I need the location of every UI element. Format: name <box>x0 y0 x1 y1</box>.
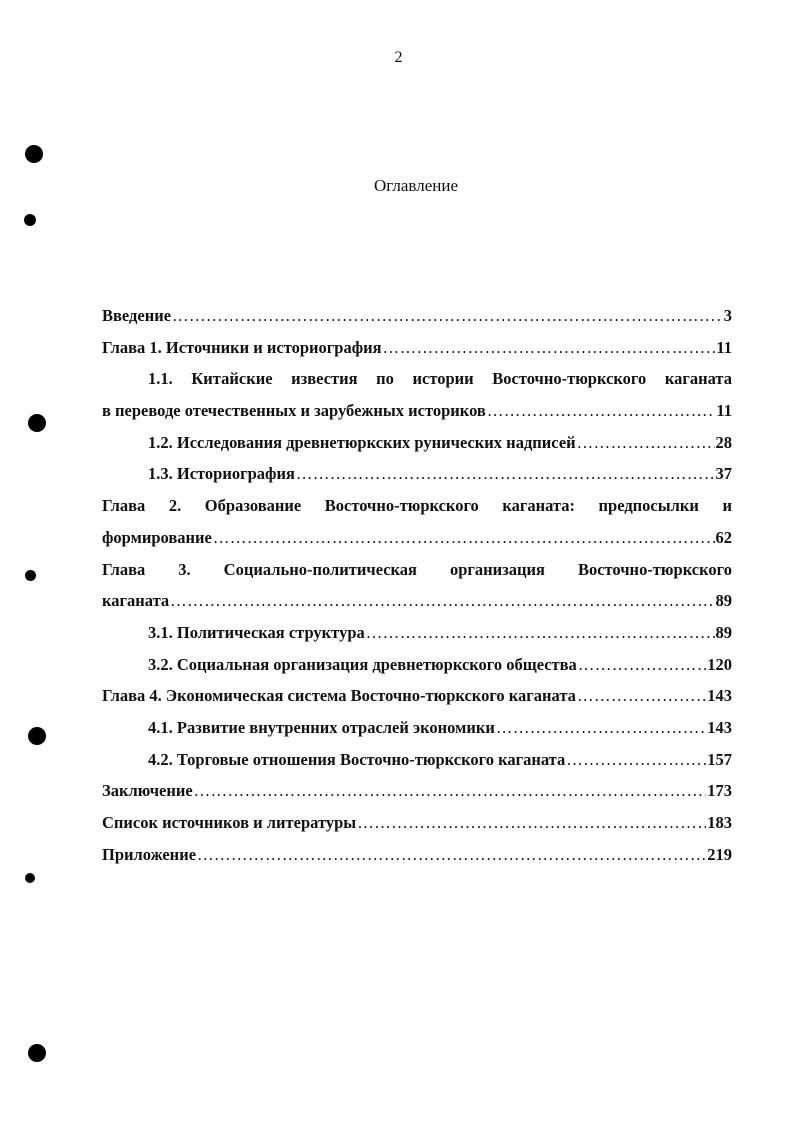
toc-entry-title: Заключение <box>102 781 193 801</box>
toc-entry-conclusion[interactable] <box>102 777 732 809</box>
toc-page-number: 11 <box>716 337 732 357</box>
binding-hole <box>28 727 46 745</box>
leader-dots <box>578 651 706 678</box>
binding-hole <box>25 570 36 581</box>
toc-entry-chapter-3-cont[interactable] <box>102 587 732 619</box>
leader-dots <box>487 397 716 424</box>
toc-page-number: 37 <box>715 464 732 484</box>
toc-entry-title-cont: формирование <box>102 527 212 547</box>
leader-dots <box>366 619 715 646</box>
toc-entry-section-4-2[interactable] <box>102 746 732 778</box>
leader-dots <box>577 682 706 709</box>
toc-entry-title: 4.2. Торговые отношения Восточно-тюркского каганата <box>148 749 566 769</box>
toc-entry-section-1-2[interactable] <box>102 429 732 461</box>
toc-entry-title: 1.2. Исследования древнетюркских рунических надписей <box>148 432 576 452</box>
page-number: 2 <box>394 49 403 66</box>
toc-page-number: 28 <box>715 432 732 452</box>
leader-dots <box>213 524 715 551</box>
toc-entry-section-3-1[interactable] <box>102 619 732 651</box>
toc-entry-section-1-1-cont[interactable] <box>102 397 732 429</box>
toc-page-number: 219 <box>707 844 732 864</box>
toc-page-number: 143 <box>707 686 732 706</box>
toc-entry-title: Список источников и литературы <box>102 813 357 832</box>
toc-entry-title: Глава 2. Образование Восточно-тюркского каганата: предпосылки и <box>102 496 732 516</box>
leader-dots <box>566 746 706 773</box>
toc-entry-chapter-2[interactable] <box>102 492 732 524</box>
leader-dots <box>383 334 716 361</box>
toc-entry-chapter-1[interactable] <box>102 334 732 366</box>
page-title: Оглавление <box>374 176 458 195</box>
toc-entry-section-3-2[interactable] <box>102 651 732 683</box>
toc-entry-intro[interactable] <box>102 302 732 334</box>
toc-entry-title-cont: каганата <box>102 591 170 611</box>
toc-entry-title: Глава 1. Источники и историография <box>102 337 382 357</box>
binding-hole <box>28 1044 46 1062</box>
toc-page-number: 89 <box>715 591 732 611</box>
toc-entry-title: Введение <box>102 306 172 325</box>
toc-page-number: 183 <box>707 813 732 832</box>
binding-hole <box>24 214 36 226</box>
toc-entry-section-1-3[interactable] <box>102 460 732 492</box>
leader-dots <box>496 714 706 741</box>
leader-dots <box>357 809 706 836</box>
toc-entry-chapter-2-cont[interactable] <box>102 524 732 556</box>
leader-dots <box>197 841 706 868</box>
leader-dots <box>194 777 707 804</box>
toc-entry-title: 3.2. Социальная организация древнетюркского общества <box>148 654 577 674</box>
toc-entry-title-cont: в переводе отечественных и зарубежных историков <box>102 401 486 421</box>
toc-page-number: 3 <box>723 306 732 325</box>
toc-page-number: 89 <box>715 622 732 642</box>
binding-hole <box>25 873 35 883</box>
toc-entry-title: 3.1. Политическая структура <box>148 622 365 642</box>
toc-entry-chapter-4[interactable] <box>102 682 732 714</box>
leader-dots <box>172 302 723 329</box>
toc-entry-section-1-1[interactable] <box>102 365 732 397</box>
toc-page-number: 62 <box>715 527 732 547</box>
toc-entry-chapter-3[interactable] <box>102 556 732 588</box>
toc-entry-title: Глава 4. Экономическая система Восточно-тюркского каганата <box>102 686 576 706</box>
leader-dots <box>296 460 715 487</box>
toc-entry-title: Глава 3. Социально-политическая организация Восточно-тюркского <box>102 559 732 579</box>
toc-page-number: 120 <box>707 654 732 674</box>
leader-dots <box>170 587 714 614</box>
toc-entry-title: 4.1. Развитие внутренних отраслей экономики <box>148 717 495 737</box>
toc-page-number: 11 <box>716 401 732 421</box>
leader-dots <box>577 429 715 456</box>
toc-entry-section-4-1[interactable] <box>102 714 732 746</box>
toc-page-number: 173 <box>707 781 732 801</box>
toc-entry-title: 1.3. Историография <box>148 464 295 484</box>
toc-page-number: 143 <box>707 717 732 737</box>
toc-entry-title: Приложение <box>102 844 197 864</box>
binding-hole <box>28 414 46 432</box>
toc-entry-appendix[interactable] <box>102 841 732 873</box>
table-of-contents <box>102 302 732 872</box>
binding-hole <box>25 145 43 163</box>
toc-entry-sources[interactable] <box>102 809 732 841</box>
toc-entry-title: 1.1. Китайские известия по истории Восточно-тюркского каганата <box>148 369 732 389</box>
toc-page-number: 157 <box>707 749 732 769</box>
